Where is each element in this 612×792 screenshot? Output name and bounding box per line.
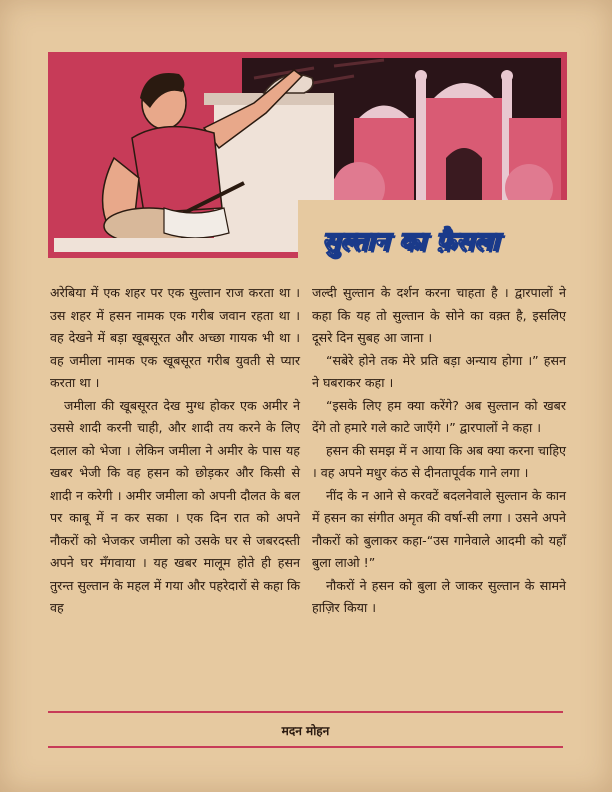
author-name: मदन मोहन (281, 724, 330, 738)
paragraph: हसन की समझ में न आया कि अब क्या करना चाहिए । वह अपने मधुर कंठ से दीनतापूर्वक गाने लगा । (312, 442, 566, 480)
paragraph: जल्दी सुल्तान के दर्शन करना चाहता है । द्वारपालों ने कहा कि यह तो सुल्तान के सोने का वक़्त है, इसलिए दूसरे दिन सुबह आ जाना । (312, 285, 566, 345)
story-title: सुल्तान का फ़ैसला (322, 227, 499, 257)
paragraph: अरेबिया में एक शहर पर एक सुल्तान राज करता था । उस शहर में हसन नामक एक गरीब जवान रहता था । वह देखने में बड़ा खूबसूरत और अच्छा गायक भी था । वह जमीला नामक एक खूबसूरत गरीब युवती से प्यार करता था । (50, 285, 300, 390)
right-column (312, 282, 566, 620)
left-column (50, 282, 300, 620)
paragraph: “सबेरे होने तक मेरे प्रति बड़ा अन्याय होगा ।” हसन ने घबराकर कहा । (312, 352, 566, 390)
paragraph: जमीला की खूबसूरत देख मुग्ध होकर एक अमीर ने उससे शादी करनी चाही, और शादी तय करने के लिए दलाल को भेजा । लेकिन जमीला ने अमीर के पास यह खबर भेजी कि वह हसन को छोड़कर और किसी से शादी न करेगी । अमीर जमीला को अपनी दौलत के बल पर काबू में न कर सका । एक दिन रात को अपने नौकरों को भेजकर जमीला को उसके घर से जबरदस्ती अपने घर मँगवाया । यह खबर मालूम होते ही हसन तुरन्त सुल्तान के महल में गया और पहरेदारों से कहा कि वह (50, 397, 300, 615)
divider-top (48, 711, 563, 713)
paragraph: नींद के न आने से करवटें बदलनेवाले सुल्तान के कान में हसन का संगीत अमृत की वर्षा-सी लगा । उसने अपने नौकरों को बुलाकर कहा-“उस गानेवाले आदमी को यहाँ बुला लाओ !” (312, 487, 566, 570)
paragraph: “इसके लिए हम क्या करेंगे? अब सुल्तान को खबर देंगे तो हमारे गले काटे जाएँगे ।” द्वारपालों ने कहा । (312, 397, 566, 435)
divider-bottom (48, 746, 563, 748)
paragraph: नौकरों ने हसन को बुला ले जाकर सुल्तान के सामने हाज़िर किया । (312, 577, 566, 615)
